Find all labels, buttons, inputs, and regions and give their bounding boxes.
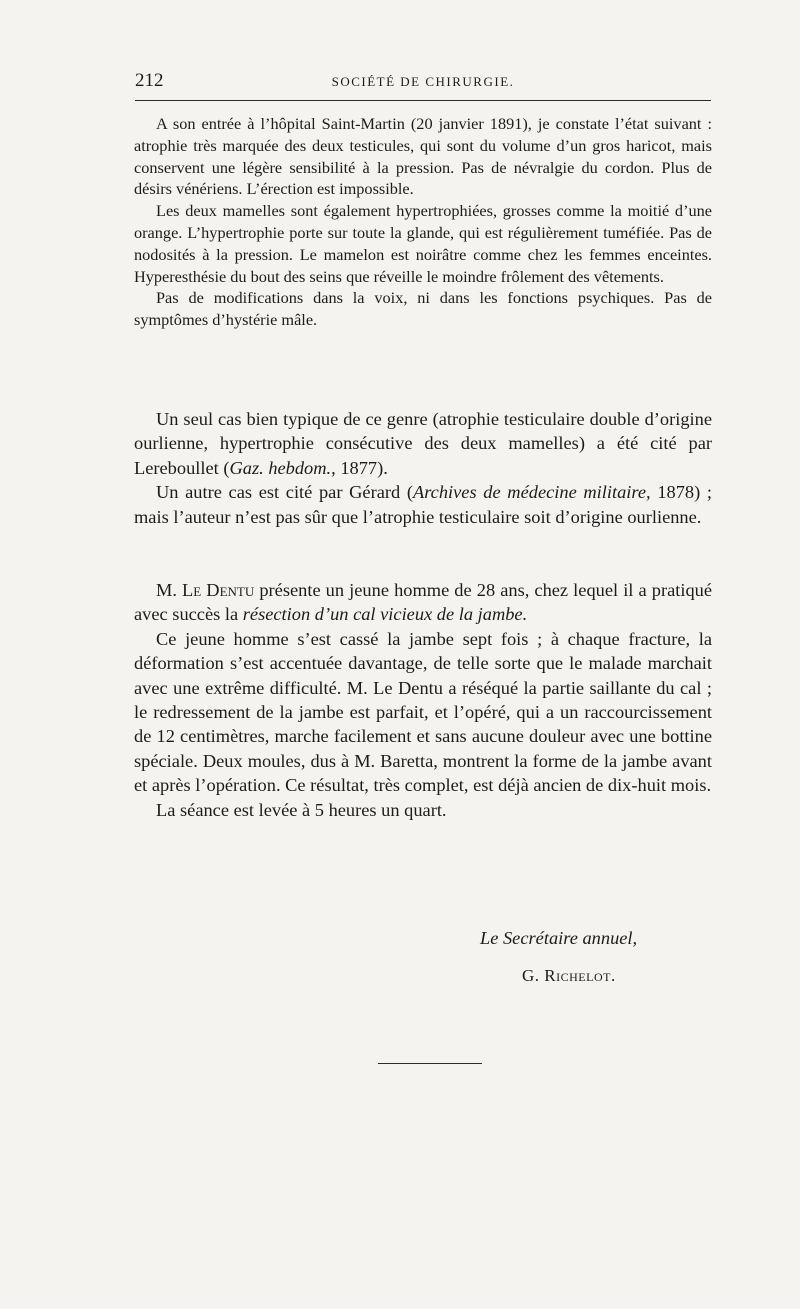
author-name: Le Dentu bbox=[182, 580, 255, 600]
literature-discussion bbox=[134, 407, 712, 529]
text-gerard: Un autre cas est cité par Gérard ( bbox=[156, 482, 413, 503]
paragraph-case-details: Ce jeune homme s’est cassé la jambe sept fois ; à chaque fracture, la déformation s’est accentuée davantage, de telle sorte que le malade marchait avec une extrême difficulté. M. Le Dentu a réséqué la partie saillante du cal ; le redressement de la jambe est parfait, et l’opéré, qui a un raccourcissement de 12 centimètres, marche facilement et sans aucune douleur avec une bottine spéciale. Deux moules, dus à M. Baretta, montrent la forme de la jambe avant et après l’opération. Ce résultat, très complet, est déjà ancien de dix-huit mois. bbox=[134, 628, 712, 796]
paragraph-gerard bbox=[134, 480, 712, 529]
paragraph-closing: La séance est levée à 5 heures un quart. bbox=[156, 799, 447, 820]
end-rule bbox=[378, 1063, 482, 1064]
text-presentation: présente un jeune homme de 28 ans, chez lequel il a pratiqué avec succès la bbox=[134, 580, 712, 625]
signature-name: G. Richelot. bbox=[522, 966, 616, 985]
page-header bbox=[135, 70, 711, 101]
le-dentu-presentation bbox=[134, 578, 712, 822]
ref-archives: Archives de médecine militaire, bbox=[412, 482, 651, 503]
paragraph-voice: Pas de modifications dans la voix, ni dans les fonctions psychiques. Pas de symptômes d’hystérie mâle. bbox=[134, 288, 712, 330]
text-lereboullet: Un seul cas bien typique de ce genre (atrophie testiculaire double d’origine ourlienne, hypertrophie consécutive des deux mamelles) a été cité par Lereboullet ( bbox=[134, 409, 712, 478]
case-description bbox=[134, 113, 712, 331]
procedure-title: résection d’un cal vicieux de la jambe. bbox=[242, 604, 528, 625]
running-title: SOCIÉTÉ DE CHIRURGIE. bbox=[331, 74, 515, 89]
paragraph-mammary: Les deux mamelles sont également hypertrophiées, grosses comme la moitié d’une orange. L’hypertrophie porte sur toute la glande, qui est régulièrement tuméfiée. Pas de nodosités à la pression. Le mamelon est noirâtre comme chez les femmes enceintes. Hyperesthésie du bout des seins que réveille le moindre frôlement des vêtements. bbox=[134, 201, 712, 286]
paragraph-presentation bbox=[134, 578, 712, 627]
paragraph-lereboullet bbox=[134, 407, 712, 480]
ref-gaz-hebdom: Gaz. hebdom. bbox=[229, 457, 332, 478]
text-year-1877: , 1877). bbox=[331, 457, 388, 478]
signature-role: Le Secrétaire annuel, bbox=[480, 928, 638, 948]
text-m: M. bbox=[156, 580, 183, 600]
text-gerard-end: 1878) ; mais l’auteur n’est pas sûr que l’atrophie testiculaire soit d’origine ourlienne. bbox=[134, 482, 712, 527]
page-number: 212 bbox=[135, 70, 164, 91]
paragraph-examination: A son entrée à l’hôpital Saint-Martin (20 janvier 1891), je constate l’état suivant : atrophie très marquée des deux testicules, qui sont du volume d’un gros haricot, mais conservent une légère sensibilité à la pression. Pas de névralgie du cordon. Plus de désirs vénériens. L’érection est impossible. bbox=[134, 114, 712, 199]
